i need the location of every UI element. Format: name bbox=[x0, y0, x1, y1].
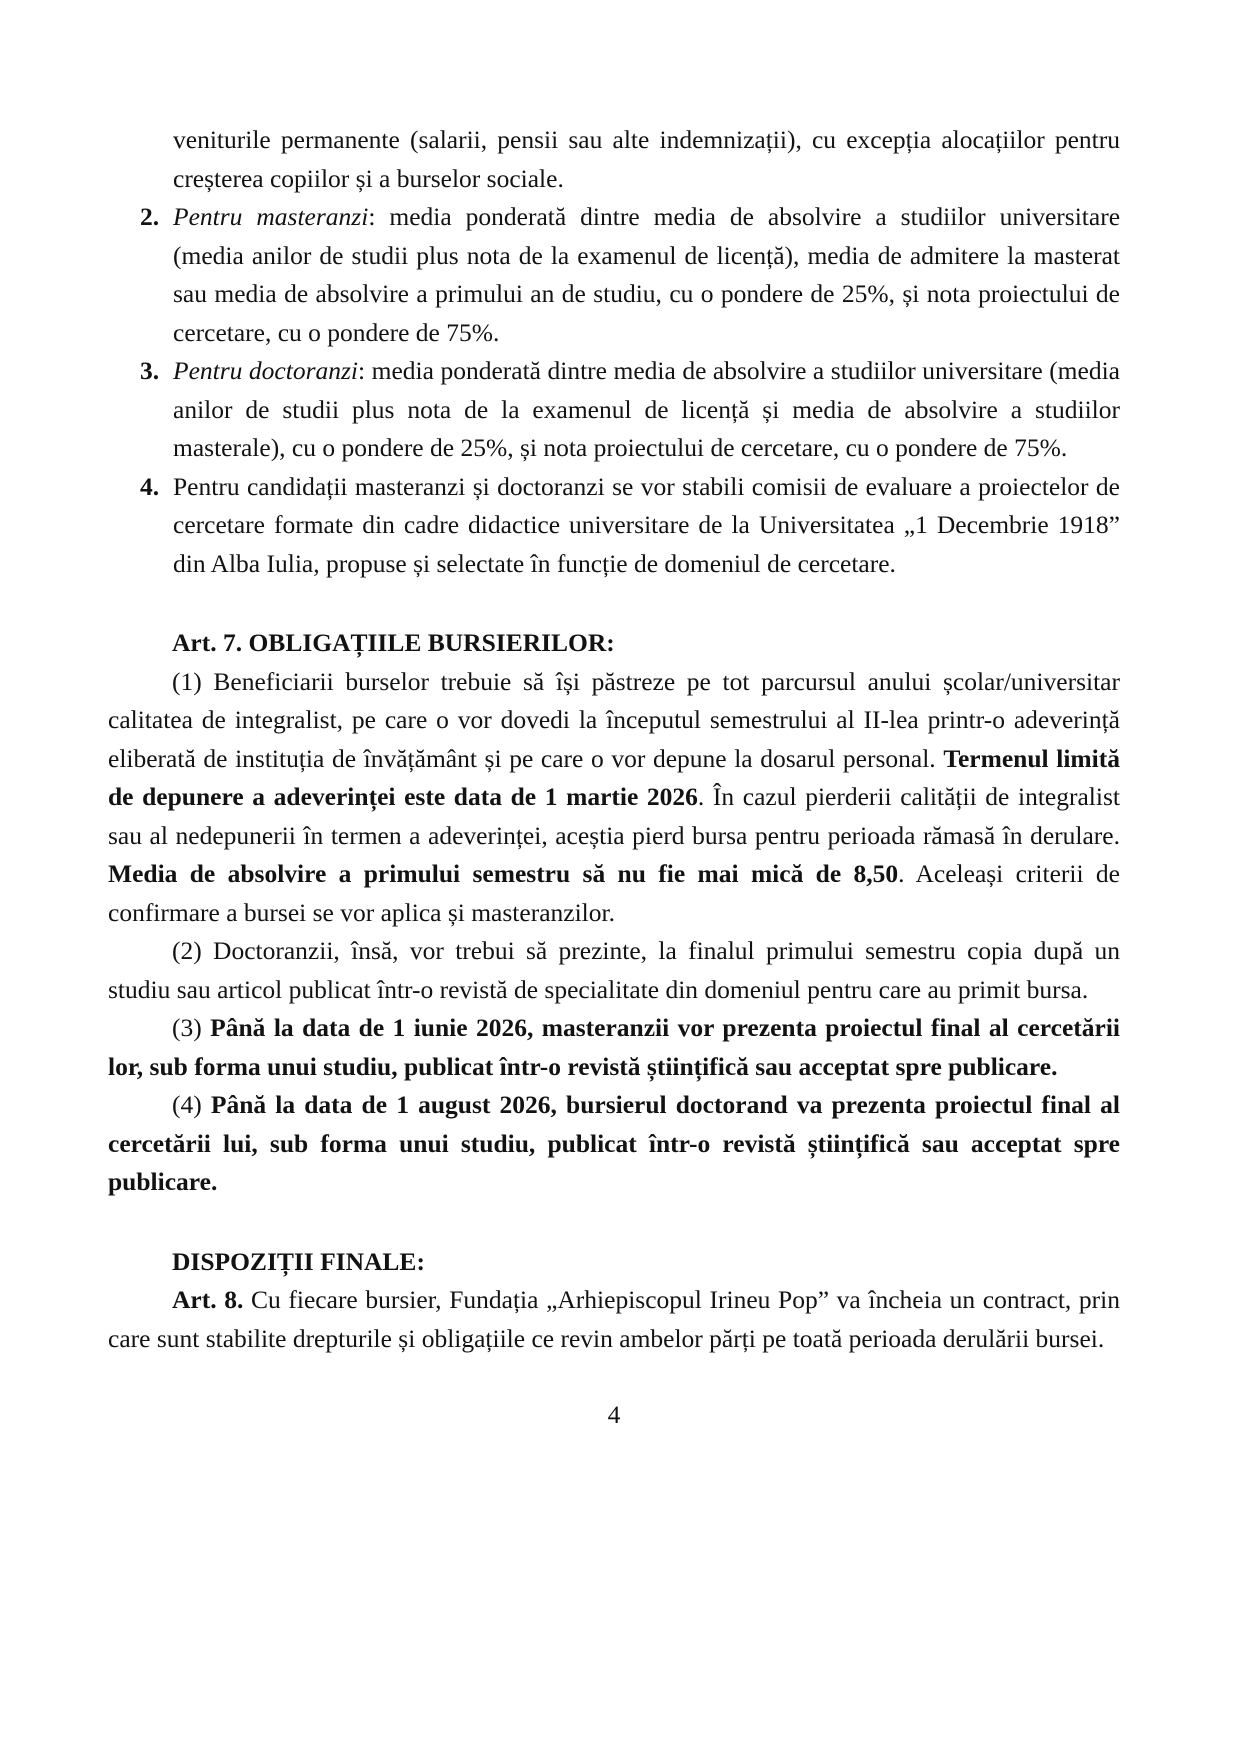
article-8-label-bold: Art. 8. bbox=[172, 1285, 244, 1314]
paragraph-1-run-3: . În cazul pierderii calității de integralist sau al nedepunerii în termen a adeverinței, aceștia pierd bursa pentru perioada rămasă în derulare. bbox=[108, 782, 1120, 850]
article-7-paragraph-4 bbox=[108, 1086, 1120, 1202]
page-number: 4 bbox=[607, 1400, 621, 1429]
paragraph-3-bold-text: Până la data de 1 iunie 2026, masteranzii vor prezenta proiectul final al cercetării lor, sub forma unui studiu, publicat într-o revistă științifică sau acceptat spre publicare. bbox=[108, 1013, 1121, 1081]
list-item-4 bbox=[108, 468, 1120, 584]
list-item-4-number: 4. bbox=[140, 471, 160, 501]
paragraph-3-marker: (3) bbox=[172, 1013, 211, 1042]
article-7-paragraph-3 bbox=[108, 1009, 1120, 1086]
paragraph-1-run-1: (1) Beneficiarii burselor trebuie să își păstreze pe tot parcursul anului școlar/universitar calitatea de integralist, pe care o vor dovedi la începutul semestrului al II-lea printr-o adeverință eliberată de instituția de învățământ și pe care o vor depune la dosarul personal. bbox=[108, 666, 1120, 773]
list-item-1-text: veniturile permanente (salarii, pensii sau alte indemnizații), cu excepția alocațiilor pentru creșterea copiilor și a burselor sociale. bbox=[173, 125, 1120, 193]
article-7-paragraph-2: (2) Doctoranzii, însă, vor trebui să prezinte, la finalul primului semestru copia după un studiu sau articol publicat într-o revistă de specialitate din domeniul pentru care au primit bursa. bbox=[108, 936, 1120, 1004]
list-item-3 bbox=[108, 352, 1120, 468]
paragraph-1-deadline-bold: Termenul limită de depunere a adeverinței este data de 1 martie 2026 bbox=[108, 743, 1120, 811]
article-7-heading: Art. 7. OBLIGAȚIILE BURSIERILOR: bbox=[172, 628, 615, 657]
article-8-text: Cu fiecare bursier, Fundația „Arhiepiscopul Irineu Pop” va încheia un contract, prin care sunt stabilite drepturile și obligațiile ce revin ambelor părți pe toată perioada derulării bursei. bbox=[108, 1285, 1120, 1353]
final-provisions-heading: DISPOZIȚII FINALE: bbox=[172, 1246, 425, 1276]
paragraph-1-grade-bold: Media de absolvire a primului semestru să nu fie mai mică de 8,50 bbox=[108, 859, 899, 888]
list-item-4-text: Pentru candidații masteranzi și doctoranzi se vor stabili comisii de evaluare a proiectelor de cercetare formate din cadre didactice universitare de la Universitatea „1 Decembrie 1918” din Alba Iulia, propuse și selectate în funcție de domeniul de cercetare. bbox=[173, 471, 1120, 578]
list-item-2-text: : media ponderată dintre media de absolvire a studiilor universitare (media anilor de studii plus nota de la examenul de licență), media de admitere la masterat sau media de absolvire a primului an de studiu, cu o pondere de 25%, și nota proiectului de cercetare, cu o pondere de 75%. bbox=[173, 202, 1121, 347]
paragraph-4-marker: (4) bbox=[172, 1090, 211, 1119]
paragraph-4-bold-text: Până la data de 1 august 2026, bursierul doctorand va prezenta proiectul final al cercetării lui, sub forma unui studiu, publicat într-o revistă științifică sau acceptat spre publicare. bbox=[108, 1090, 1120, 1196]
list-item-3-text: : media ponderată dintre media de absolvire a studiilor universitare (media anilor de studii plus nota de la examenul de licență și media de absolvire a studiilor masterale), cu o pondere de 25%, și nota proiectului de cercetare, cu o pondere de 75%. bbox=[173, 356, 1120, 462]
paragraph-1-run-5: . Aceleași criterii de confirmare a bursei se vor aplica și masteranzilor. bbox=[108, 859, 1120, 927]
list-item-1-continuation bbox=[173, 121, 1120, 198]
list-item-3-lead: Pentru doctoranzi bbox=[173, 356, 359, 385]
list-item-2-number: 2. bbox=[140, 202, 160, 231]
list-item-3-number: 3. bbox=[140, 356, 160, 385]
document-content bbox=[108, 121, 1120, 1435]
article-8-paragraph bbox=[108, 1281, 1120, 1358]
list-item-2 bbox=[108, 198, 1120, 352]
article-7-paragraph-1 bbox=[108, 663, 1120, 933]
list-item-2-lead: Pentru masteranzi bbox=[173, 202, 369, 231]
